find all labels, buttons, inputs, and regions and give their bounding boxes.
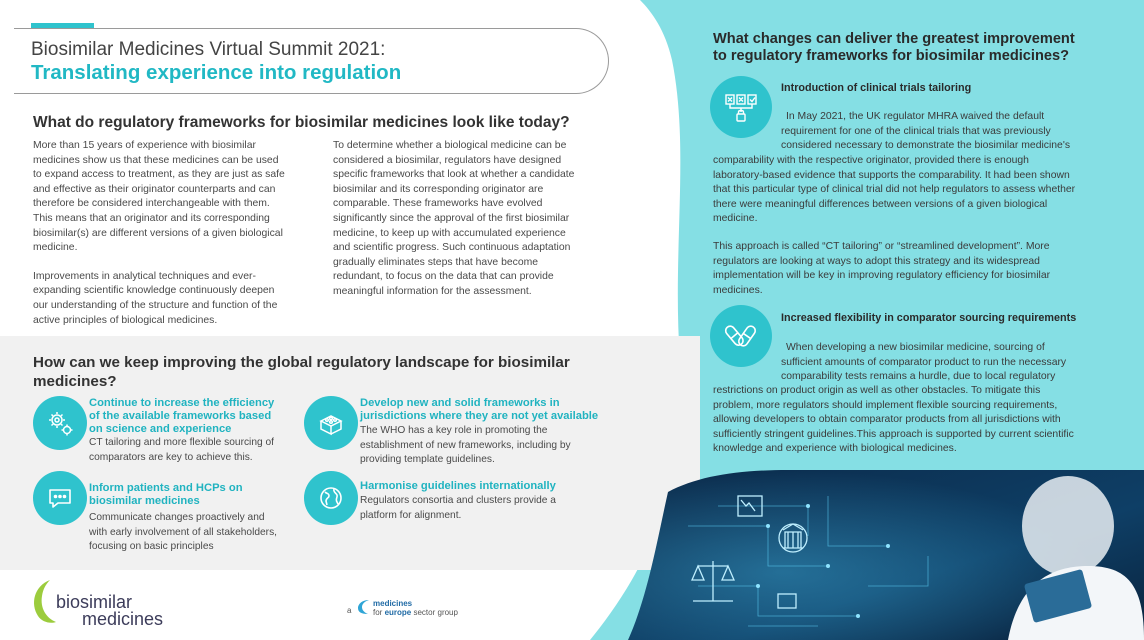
clinical-trials-icon: [710, 76, 772, 138]
col1-para1: [33, 139, 306, 256]
section2-title: Increased flexibility in comparator sourcing requirements: [781, 312, 1077, 324]
text-line: requirement for one of the clinical trials that was previously: [781, 125, 1051, 137]
title-line: on science and experience: [89, 423, 232, 435]
text-line: sufficient amounts of comparator product to run the necessary: [781, 356, 1067, 368]
building-blocks-icon: [304, 396, 358, 450]
section1-para1-indented: [781, 110, 1104, 154]
sector-logo-medicines: medicines: [373, 599, 413, 608]
text-line: This means that an originator and its corresponding: [33, 212, 270, 224]
text-line: considered necessary to demonstrate the biosimilar medicine's: [781, 140, 1071, 152]
body-line: CT tailoring and more flexible sourcing of: [89, 437, 274, 448]
item-title-efficiency: [89, 397, 299, 436]
digital-regulation-photo: [628, 466, 1144, 640]
text-line: considered a biosimilar, regulators have designed: [333, 154, 562, 166]
item-title-harmonise: [360, 480, 620, 493]
text-line: regulators are looking at ways to adopt this strategy and its widespread: [713, 255, 1040, 267]
text-line: comparability tests remains a hurdle, due to local regulatory: [781, 371, 1056, 383]
text-line: medicine, to keep up with accumulated experience: [333, 227, 566, 239]
logo-word-biosimilar: biosimilar: [56, 592, 133, 612]
text-line: medicines.: [713, 284, 763, 296]
text-line: and scientific progress. Such continuous adaptation: [333, 242, 571, 254]
body-line: with early involvement of all stakeholders,: [89, 526, 277, 538]
text-line: medicines show us that these medicines can be used: [33, 154, 279, 166]
section2-para-indented: [781, 341, 1104, 385]
heading-line: medicines?: [33, 373, 117, 390]
summit-title: Biosimilar Medicines Virtual Summit 2021:: [31, 39, 386, 60]
text-line: expanding scientific knowledge continuously deepen: [33, 285, 275, 297]
text-line: that this particular type of clinical trial did not help regulators to assess whether: [713, 184, 1076, 196]
item-title-new-frameworks: [360, 397, 620, 423]
title-line: Continue to increase the efficiency: [89, 397, 275, 409]
sector-for: for: [373, 608, 383, 617]
heading-line: to regulatory frameworks for biosimilar medicines?: [713, 48, 1070, 64]
text-line: In May 2021, the UK regulator MHRA waived the default: [786, 111, 1045, 122]
section1-title: Introduction of clinical trials tailoring: [781, 82, 972, 94]
text-line: and effective as their originator counterparts and can: [33, 183, 276, 195]
sector-logo-for-europe: [373, 608, 458, 617]
text-line: gradually eliminates steps that have become: [333, 256, 539, 268]
text-line: therefore be considered interchangeable with them.: [33, 198, 270, 210]
logo-word-medicines: medicines: [82, 609, 164, 629]
heading-line: What changes can deliver the greatest improvement: [713, 31, 1075, 47]
sector-suffix: sector group: [413, 608, 458, 617]
col1-para2: [33, 270, 306, 328]
text-line: medicine.: [713, 213, 758, 225]
intro-column-2: [333, 139, 606, 300]
text-line: meaningful information for the assessment.: [333, 285, 532, 297]
biosimilar-logo-mark: [28, 578, 58, 626]
text-line: comparable. These frameworks have evolved: [333, 198, 543, 210]
item-body-efficiency: [89, 436, 299, 465]
body-line: Regulators consortia and clusters provide a: [360, 495, 556, 506]
right-heading: [713, 31, 1113, 65]
section-heading-improve: [33, 353, 633, 391]
globe-icon: [304, 471, 358, 525]
text-line: redundant, to focus on the data that can provide: [333, 271, 554, 283]
item-body-new-frameworks: [360, 424, 589, 468]
item-body-harmonise: [360, 494, 600, 523]
section1-para1-full: [713, 154, 1104, 227]
title-line: biosimilar medicines: [89, 495, 200, 507]
heading-line: How can we keep improving the global regulatory landscape for biosimilar: [33, 354, 570, 371]
capsules-icon: [710, 305, 772, 367]
text-line: medicine.: [33, 242, 78, 254]
body-line: comparators are key to achieve this.: [89, 451, 253, 463]
text-line: comparability with the respective originator, provided there is enough: [713, 155, 1029, 166]
medicines-for-europe-logo-mark: [356, 598, 372, 616]
body-line: focusing on basic principles: [89, 541, 214, 552]
summit-subtitle: Translating experience into regulation: [31, 61, 402, 84]
title-line: Inform patients and HCPs on: [89, 482, 243, 494]
text-line: When developing a new biosimilar medicine, sourcing of: [786, 342, 1045, 353]
section2-para-full: [713, 384, 1104, 457]
text-line: specific frameworks that look at whether a candidate: [333, 169, 575, 181]
text-line: This approach is called “CT tailoring” or “streamlined development”. More: [713, 241, 1050, 252]
text-line: our understanding of the structure and function of the: [33, 299, 278, 311]
text-line: there were meaningful differences between versions of a given biological: [713, 198, 1048, 210]
text-line: restrictions on product origin as well as other obstacles. To mitigate this: [713, 385, 1041, 396]
sector-europe: europe: [384, 608, 412, 617]
body-line: Communicate changes proactively and: [89, 512, 265, 523]
text-line: implementation will be key in improving regulatory efficiency for biosimilar: [713, 270, 1051, 282]
title-line: Harmonise guidelines internationally: [360, 480, 556, 492]
item-title-inform: [89, 482, 299, 508]
body-line: providing template guidelines.: [360, 454, 495, 465]
body-line: establishment of new frameworks, including by: [360, 439, 571, 451]
text-line: to expand access to treatment, as they are just as safe: [33, 169, 285, 181]
title-line: Develop new and solid frameworks in: [360, 397, 560, 409]
gears-icon: [33, 396, 87, 450]
item-body-inform: [89, 511, 285, 555]
section1-para2: [713, 240, 1104, 298]
text-line: knowledge and experience with biological medicines.: [713, 443, 957, 455]
title-line: jurisdictions where they are not yet available: [360, 410, 599, 422]
title-line: of the available frameworks based: [89, 410, 272, 422]
text-line: allowing developers to obtain comparator products from all jurisdictions with: [713, 414, 1061, 426]
text-line: active principles of biological medicines.: [33, 314, 218, 326]
body-line: The WHO has a key role in promoting the: [360, 425, 548, 436]
intro-column-1: [33, 139, 306, 328]
text-line: significantly since the approval of the first biosimilar: [333, 212, 570, 224]
text-line: biosimilar and its corresponding originator are: [333, 183, 544, 195]
text-line: problem, more regulators should implement flexible sourcing requirements,: [713, 399, 1058, 411]
body-line: platform for alignment.: [360, 509, 462, 521]
text-line: Improvements in analytical techniques and ever-: [33, 270, 256, 282]
section-heading-today: What do regulatory frameworks for biosimilar medicines look like today?: [33, 114, 570, 131]
text-line: To determine whether a biological medicine can be: [333, 140, 567, 151]
text-line: sufficiently stringent guidelines.This approach is supported by current scientific: [713, 428, 1074, 440]
chat-bubble-icon: [33, 471, 87, 525]
text-line: More than 15 years of experience with biosimilar: [33, 140, 256, 151]
text-line: laboratory-based evidence that supports the comparability. It had been shown: [713, 169, 1070, 181]
sector-prefix: a: [347, 606, 352, 615]
text-line: biosimilar(s) are different versions of a given biological: [33, 227, 283, 239]
